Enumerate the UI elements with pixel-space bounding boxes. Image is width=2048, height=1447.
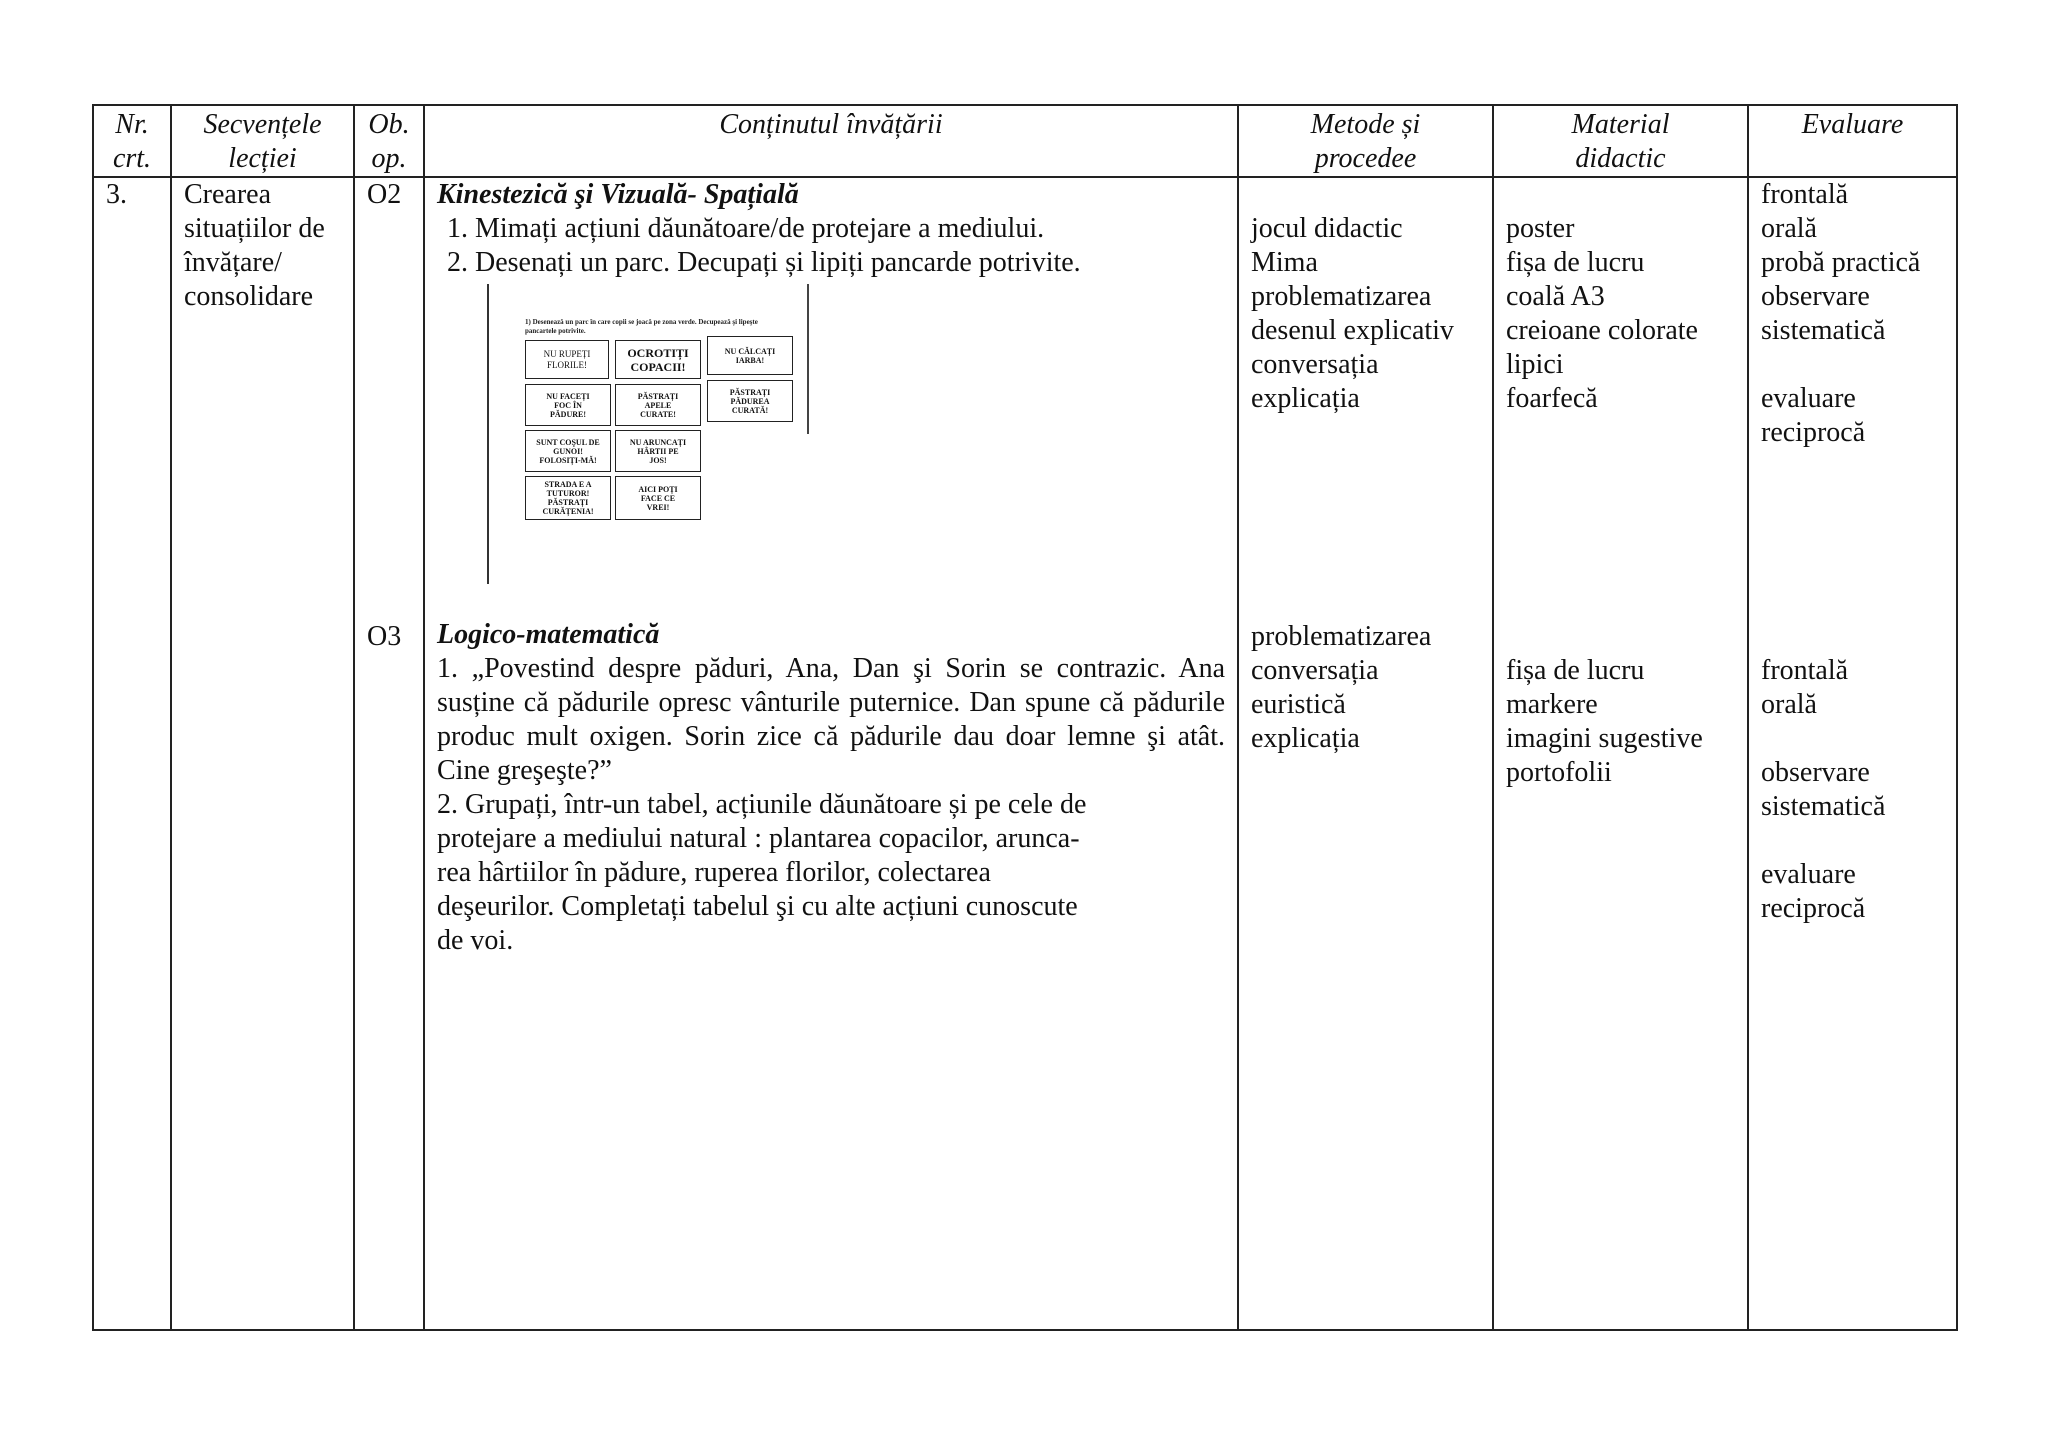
section-heading-logico: Logico-matematică (437, 619, 660, 650)
cell-obop: O2 O3 (354, 177, 424, 1330)
header-material: Material didactic (1493, 105, 1748, 177)
header-row (93, 105, 1957, 177)
header-continut: Conținutul învățării (424, 105, 1238, 177)
list-item: protejare a mediului natural : plantarea copacilor, arunca- (437, 823, 1080, 854)
sign-card: OCROTIȚI COPACII! (615, 340, 701, 379)
list-item: rea hârtiilor în pădure, ruperea florilor, colectarea (437, 857, 991, 888)
list-item: 1. Mimați acțiuni dăunătoare/de protejare a mediului. (447, 213, 1045, 244)
header-metode: Metode și procedee (1238, 105, 1493, 177)
cell-nr: 3. (93, 177, 171, 1330)
header-nr: Nr. crt. (93, 105, 171, 177)
sign-card: SUNT COŞUL DE GUNOI! FOLOSIȚI-MĂ! (525, 430, 611, 472)
sign-card: PĂSTRAȚI PĂDUREA CURATĂ! (707, 380, 793, 422)
table-row (93, 177, 1957, 1330)
worksheet-title: 1) Desenează un parc în care copii se joacă pe zona verde. Decupează şi lipeşte pancartele potrivite. (525, 318, 758, 335)
problem-text: 1. „Povestind despre păduri, Ana, Dan şi Sorin se contrazic. Ana susține că pădurile opresc vânturile puternice. Dan spune că pădurile produc mult oxigen. Sorin zice că pădurile dau doar lemne şi atât. Cine greşeşte?” (437, 653, 1225, 786)
sign-card: NU FACEȚI FOC ÎN PĂDURE! (525, 384, 611, 426)
worksheet-image (487, 284, 819, 584)
cell-metode: jocul didactic Mima problematizarea desenul explicativ conversația explicația problematizarea conversația euristică explicația (1238, 177, 1493, 1330)
cell-secvente: Crearea situațiilor de învățare/ consolidare (171, 177, 354, 1330)
list-item: 2. Desenați un parc. Decupați și lipiți pancarde potrivite. (447, 247, 1081, 278)
list-item: 2. Grupați, într-un tabel, acțiunile dăunătoare și pe cele de (437, 789, 1087, 820)
section-heading-kinestezica: Kinestezică şi Vizuală- Spațială (437, 179, 799, 210)
lesson-plan-table (92, 104, 1958, 1331)
list-item: deşeurilor. Completați tabelul şi cu alte acțiuni cunoscute (437, 891, 1078, 922)
header-evaluare: Evaluare (1748, 105, 1957, 177)
cell-continut (424, 177, 1238, 1330)
sign-card: NU RUPEȚI FLORILE! (525, 340, 609, 379)
sign-card: NU CĂLCAȚI IARBA! (707, 336, 793, 375)
sign-card: NU ARUNCAȚI HÂRTII PE JOS! (615, 430, 701, 472)
cell-evaluare: frontală orală probă practică observare sistematică evaluare reciprocă frontală orală observare sistematică evaluare reciprocă (1748, 177, 1957, 1330)
sign-card: STRADA E A TUTUROR! PĂSTRAȚI CURĂȚENIA! (525, 476, 611, 520)
sign-card: PĂSTRAȚI APELE CURATE! (615, 384, 701, 426)
list-item: de voi. (437, 925, 514, 956)
header-obop: Ob. op. (354, 105, 424, 177)
cell-material: poster fișa de lucru coală A3 creioane colorate lipici foarfecă fișa de lucru markere imagini sugestive portofolii (1493, 177, 1748, 1330)
sign-card: AICI POȚI FACE CE VREI! (615, 476, 701, 520)
header-secvente: Secvențele lecției (171, 105, 354, 177)
